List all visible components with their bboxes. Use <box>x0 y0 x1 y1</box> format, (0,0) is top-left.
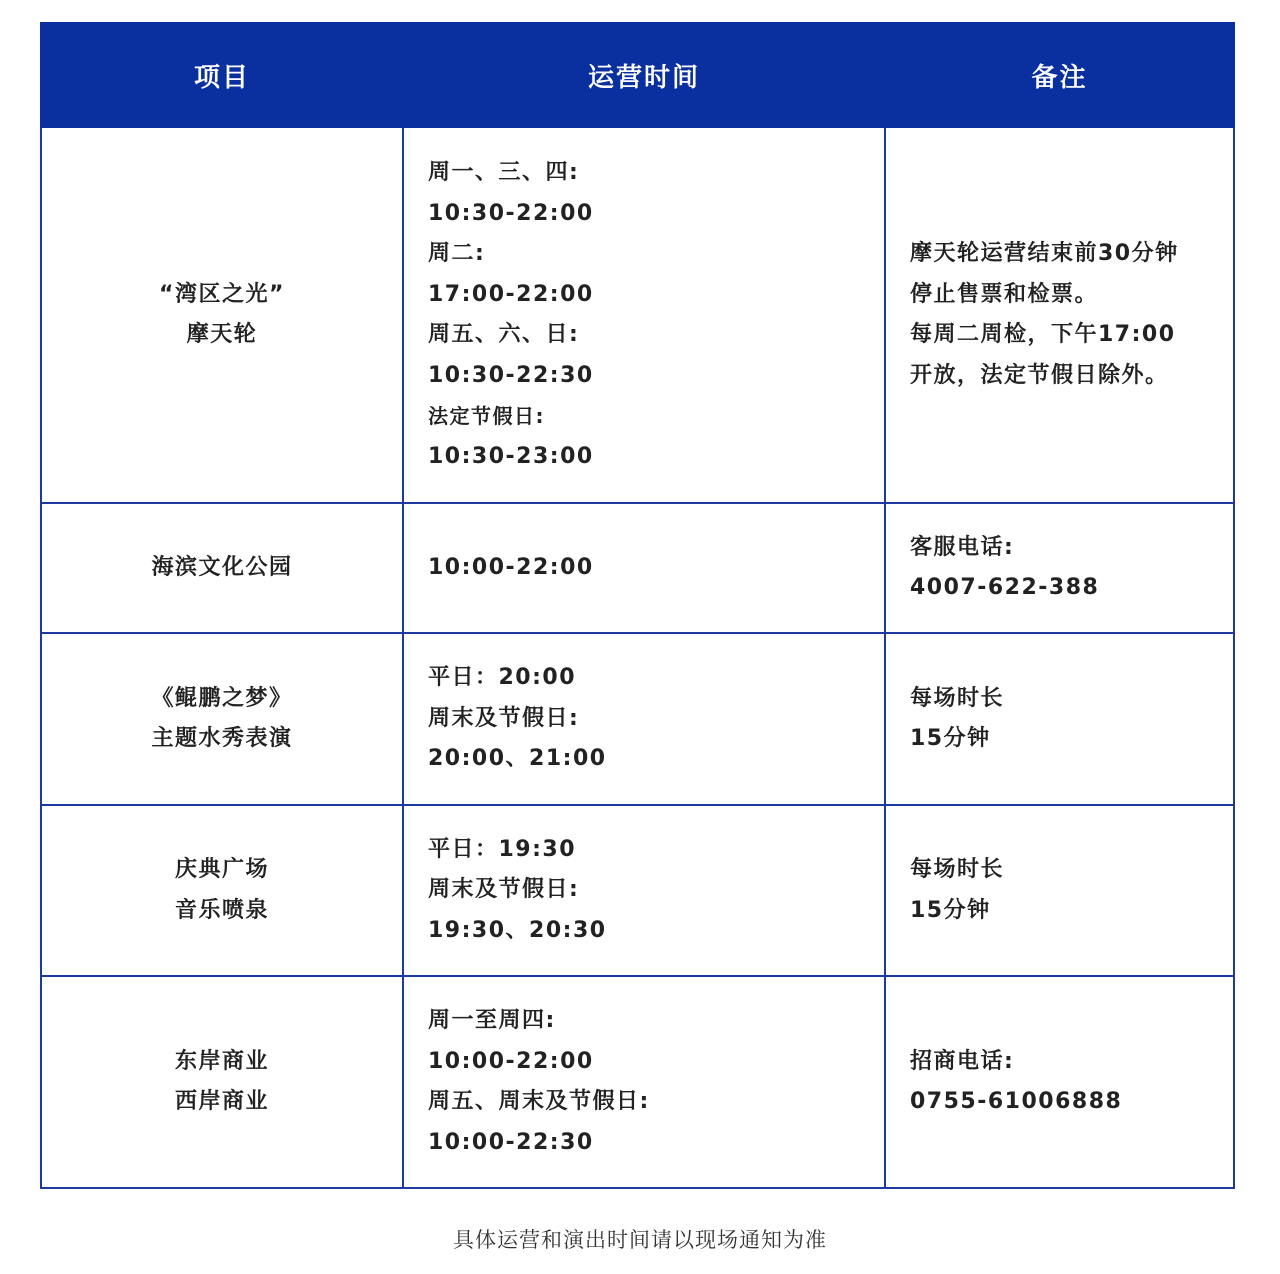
item-line: 主题水秀表演 <box>151 726 293 751</box>
table-row <box>41 503 1234 633</box>
schedule-table <box>40 22 1235 1189</box>
item-cell <box>41 633 403 805</box>
hours-line: 周末及节假日: <box>428 705 580 731</box>
table-body <box>41 127 1234 1188</box>
hours-line: 平日：19:30 <box>428 836 577 862</box>
hours-line: 10:00-22:30 <box>428 1129 594 1155</box>
hours-line: 10:30-22:30 <box>428 362 594 388</box>
table-row <box>41 976 1234 1188</box>
notes-cell <box>885 805 1234 976</box>
item-cell <box>41 976 403 1188</box>
hours-line: 10:30-22:00 <box>428 200 594 226</box>
hours-line: 周末及节假日: <box>428 877 580 903</box>
table-row <box>41 805 1234 976</box>
hours-line: 周五、六、日: <box>428 322 580 347</box>
item-line: 《鲲鹏之梦》 <box>151 685 293 711</box>
hours-line: 10:30-23:00 <box>428 443 594 469</box>
phone-number[interactable]: 0755-61006888 <box>910 1089 1123 1114</box>
hours-cell <box>403 503 885 633</box>
header-item: 项目 <box>41 23 403 127</box>
hours-cell <box>403 976 885 1188</box>
hours-line: 周一至周四: <box>428 1008 556 1033</box>
item-line: 西岸商业 <box>174 1089 269 1114</box>
notes-line: 15分钟 <box>910 897 991 923</box>
hours-line: 19:30、20:30 <box>428 917 607 943</box>
hours-line: 周一、三、四: <box>428 160 580 185</box>
notes-cell <box>885 633 1234 805</box>
phone-number[interactable]: 4007-622-388 <box>910 575 1100 600</box>
hours-line: 10:00-22:00 <box>428 554 594 580</box>
item-line: 音乐喷泉 <box>174 897 269 923</box>
table-row <box>41 127 1234 503</box>
notes-line: 招商电话: <box>910 1048 1015 1074</box>
hours-line: 平日：20:00 <box>428 665 577 691</box>
hours-line: 周二: <box>428 241 486 266</box>
hours-line: 法定节假日: <box>428 404 545 428</box>
hours-cell <box>403 127 885 503</box>
header-hours: 运营时间 <box>403 23 885 127</box>
item-line: “湾区之光” <box>159 281 285 307</box>
item-cell <box>41 127 403 503</box>
notes-line: 每周二周检，下午17:00 <box>910 322 1176 347</box>
notes-cell <box>885 503 1234 633</box>
item-line: 摩天轮 <box>186 322 258 347</box>
notes-line: 客服电话: <box>910 534 1015 560</box>
notes-line: 15分钟 <box>910 726 991 751</box>
table-header <box>41 23 1234 127</box>
notes-cell <box>885 976 1234 1188</box>
footnote: 具体运营和演出时间请以现场通知为准 <box>453 1228 827 1252</box>
hours-cell <box>403 633 885 805</box>
notes-line: 停止售票和检票。 <box>910 281 1099 307</box>
item-cell <box>41 805 403 976</box>
notes-line: 每场时长 <box>910 857 1005 882</box>
item-line: 海滨文化公园 <box>151 554 293 580</box>
item-line: 庆典广场 <box>174 857 269 882</box>
notes-line: 摩天轮运营结束前30分钟 <box>910 241 1179 266</box>
hours-line: 17:00-22:00 <box>428 281 594 307</box>
header-row <box>41 23 1234 127</box>
hours-line: 20:00、21:00 <box>428 746 607 772</box>
notes-line: 每场时长 <box>910 685 1005 711</box>
header-notes: 备注 <box>885 23 1234 127</box>
hours-line: 周五、周末及节假日: <box>428 1089 650 1114</box>
hours-cell <box>403 805 885 976</box>
notes-cell <box>885 127 1234 503</box>
notes-line: 开放，法定节假日除外。 <box>910 362 1169 388</box>
item-cell <box>41 503 403 633</box>
item-line: 东岸商业 <box>174 1048 269 1074</box>
table-row <box>41 633 1234 805</box>
hours-line: 10:00-22:00 <box>428 1048 594 1074</box>
